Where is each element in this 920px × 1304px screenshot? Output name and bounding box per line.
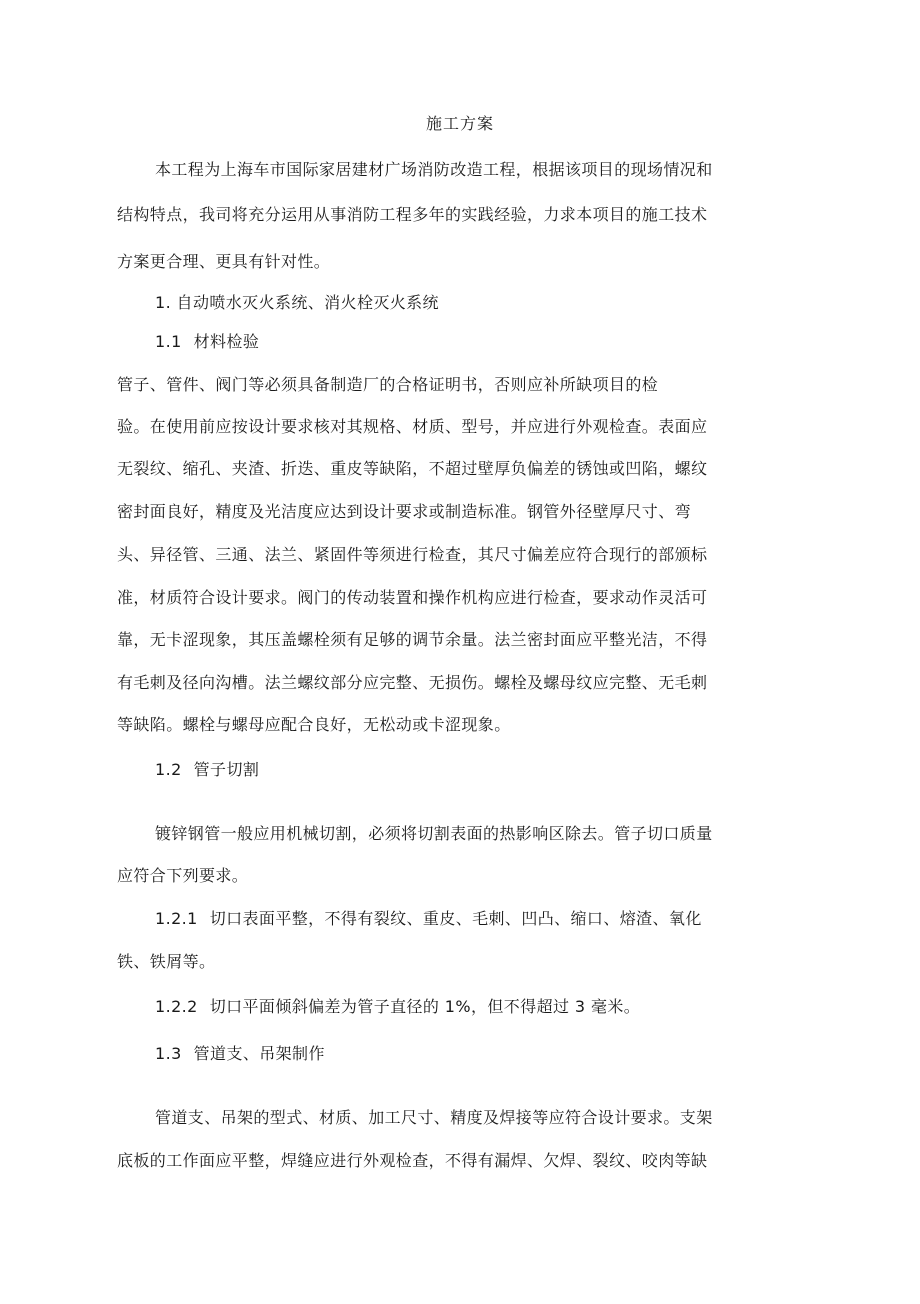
paragraph-line: 有毛刺及径向沟槽。法兰螺纹部分应完整、无损伤。螺栓及螺母纹应完整、无毛刺: [117, 673, 708, 692]
section-heading-1-3: [155, 1043, 325, 1065]
subsection-text: 切口表面平整，不得有裂纹、重皮、毛刺、凹凸、缩口、熔渣、氧化: [209, 909, 702, 928]
document-title: 施工方案: [425, 114, 494, 133]
paragraph-line: 镀锌钢管一般应用机械切割，必须将切割表面的热影响区除去。管子切口质量: [155, 824, 713, 843]
paragraph-line: 无裂纹、缩孔、夹渣、折迭、重皮等缺陷，不超过壁厚负偏差的锈蚀或凹陷，螺纹: [117, 459, 708, 478]
intro-line: 方案更合理、更具有针对性。: [117, 252, 331, 271]
section-heading-text: 管道支、吊架制作: [193, 1044, 325, 1063]
paragraph-line: 底板的工作面应平整，焊缝应进行外观检查，不得有漏焊、欠焊、裂纹、咬肉等缺: [117, 1151, 708, 1170]
paragraph-line: 验。在使用前应按设计要求核对其规格、材质、型号，并应进行外观检查。表面应: [117, 417, 708, 436]
section-heading-1-2: [155, 759, 259, 781]
paragraph-line: 密封面良好，精度及光洁度应达到设计要求或制造标准。钢管外径壁厚尺寸、弯: [117, 502, 692, 521]
subsection-text: 切口平面倾斜偏差为管子直径的 1%，但不得超过 3 毫米。: [209, 997, 641, 1016]
intro-line: 结构特点，我司将充分运用从事消防工程多年的实践经验，力求本项目的施工技术: [117, 205, 708, 224]
section-number: 1.1: [155, 332, 182, 351]
section-number: 1.2.2: [155, 997, 198, 1016]
subsection-1-2-1: [155, 908, 702, 930]
paragraph-line: 等缺陷。螺栓与螺母应配合良好，无松动或卡涩现象。: [117, 715, 511, 734]
paragraph-line: 管道支、吊架的型式、材质、加工尺寸、精度及焊接等应符合设计要求。支架: [155, 1108, 713, 1127]
paragraph-line: 头、异径管、三通、法兰、紧固件等须进行检查，其尺寸偏差应符合现行的部颁标: [117, 545, 708, 564]
paragraph-line: 铁、铁屑等。: [117, 952, 216, 971]
section-number: 1.2: [155, 760, 182, 779]
paragraph-line: 应符合下列要求。: [117, 866, 249, 885]
section-heading-text: 管子切割: [193, 760, 260, 779]
paragraph-line: 管子、管件、阀门等必须具备制造厂的合格证明书，否则应补所缺项目的检: [117, 375, 659, 394]
section-heading-text: 材料检验: [193, 332, 260, 351]
subsection-1-2-2: [155, 996, 640, 1018]
section-number: 1.3: [155, 1044, 182, 1063]
section-heading-1-1: [155, 331, 259, 353]
section-heading-1: 1. 自动喷水灭火系统、消火栓灭火系统: [155, 293, 439, 312]
intro-line: 本工程为上海车市国际家居建材广场消防改造工程，根据该项目的现场情况和: [155, 160, 713, 179]
paragraph-line: 靠，无卡涩现象，其压盖螺栓须有足够的调节余量。法兰密封面应平整光洁，不得: [117, 630, 708, 649]
section-number: 1.2.1: [155, 909, 198, 928]
paragraph-line: 准，材质符合设计要求。阀门的传动装置和操作机构应进行检查，要求动作灵活可: [117, 588, 708, 607]
